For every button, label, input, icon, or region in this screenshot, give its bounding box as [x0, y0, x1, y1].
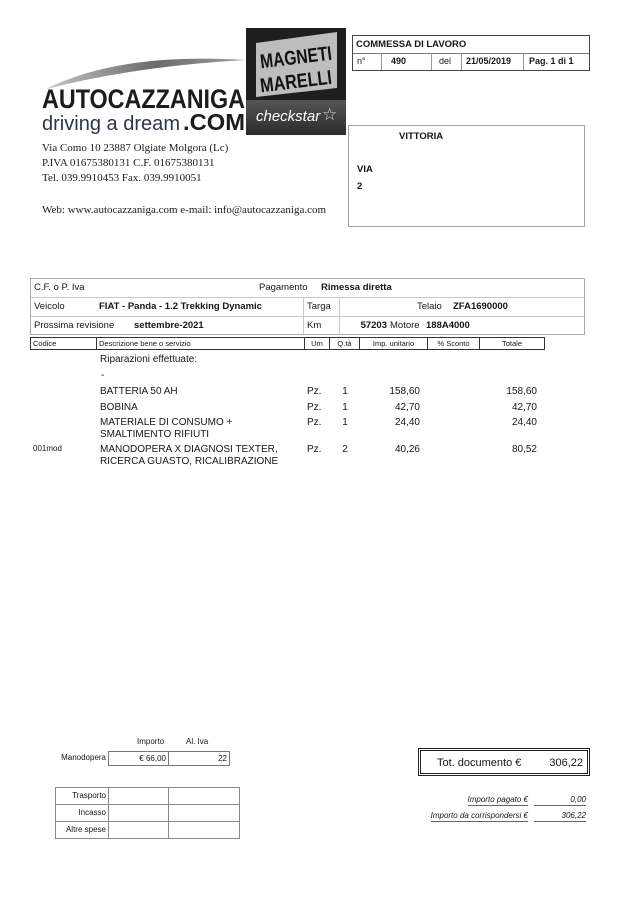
item-unit-price: 40,26 [394, 444, 420, 455]
extra-cost-vat-cell [168, 804, 240, 822]
items-intro: Riparazioni effettuate: [100, 354, 198, 365]
vehicle-box [30, 278, 585, 335]
commessa-number: 490 [391, 56, 407, 66]
customer-name: VITTORIA [399, 131, 444, 142]
vat-amount-cell [108, 751, 169, 766]
km-label: Km [307, 320, 322, 331]
item-total: 24,40 [511, 417, 537, 428]
extra-cost-value-cell [108, 804, 169, 822]
items-separator: - [101, 370, 105, 381]
plate-label: Targa [307, 301, 331, 312]
column-header-um: Um [305, 337, 330, 350]
checkstar-logo [246, 100, 346, 135]
address-line: Via Como 10 23887 Olgiate Molgora (Lc) [42, 142, 229, 154]
partner-logo-line2: MARELLI [258, 64, 350, 98]
total-document-value: 306,22 [549, 757, 583, 769]
table-row [0, 443, 640, 469]
item-um: Pz. [307, 386, 322, 397]
chassis-label: Telaio [417, 301, 442, 312]
item-um: Pz. [307, 417, 322, 428]
total-document-box [418, 748, 590, 776]
vehicle-value: FIAT - Panda - 1.2 Trekking Dynamic [99, 301, 262, 312]
extra-cost-vat-cell [168, 787, 240, 805]
item-qty: 2 [342, 444, 348, 455]
logo-suffix: .COM [183, 109, 245, 135]
item-unit-price: 24,40 [394, 417, 420, 428]
item-description: BOBINA [100, 402, 138, 413]
extra-cost-label-cell [55, 804, 109, 822]
extra-cost-vat-cell [168, 821, 240, 839]
chassis-value: ZFA1690000 [453, 301, 508, 312]
engine-value: 188A4000 [426, 320, 470, 331]
vat-row-rate: 22 [218, 754, 227, 763]
commessa-date: 21/05/2019 [466, 56, 512, 66]
column-header-qty: Q.tà [330, 337, 360, 350]
cell-divider [381, 53, 382, 70]
extra-cost-value-cell [108, 787, 169, 805]
customer-box [348, 125, 585, 227]
extra-cost-collection-label: Incasso [78, 808, 106, 817]
cell-divider [303, 297, 304, 334]
item-unit-price: 158,60 [389, 386, 420, 397]
paid-value: 0,00 [534, 795, 586, 806]
km-value: 57203 [360, 320, 387, 331]
revision-label: Prossima revisione [34, 320, 115, 331]
row-divider [31, 297, 584, 298]
customer-address-line1: VIA [357, 164, 373, 175]
item-code: 001mod [33, 444, 62, 453]
item-description: MANODOPERA X DIAGNOSI TEXTER, [100, 444, 278, 455]
star-icon: ☆ [322, 105, 338, 124]
table-row [0, 402, 640, 416]
commessa-title: COMMESSA DI LAVORO [356, 39, 467, 50]
commessa-page: Pag. 1 di 1 [529, 56, 574, 66]
item-total: 158,60 [506, 386, 537, 397]
item-description-continued: RICERCA GUASTO, RICALIBRAZIONE [100, 456, 279, 467]
row-divider [353, 53, 589, 54]
column-header-discount: % Sconto [428, 337, 480, 350]
payment-value: Rimessa diretta [321, 282, 392, 293]
payment-label: Pagamento [259, 282, 308, 293]
phone-line: Tel. 039.9910453 Fax. 039.9910051 [42, 172, 202, 184]
item-unit-price: 42,70 [394, 402, 420, 413]
item-total: 42,70 [511, 402, 537, 413]
vat-line: P.IVA 01675380131 C.F. 01675380131 [42, 157, 215, 169]
table-row [0, 417, 640, 443]
item-qty: 1 [342, 402, 348, 413]
vat-row-amount: € 66,00 [139, 754, 166, 763]
partner-logo-line1: MAGNETI [258, 40, 354, 74]
customer-address-line2: 2 [357, 181, 363, 192]
item-description: BATTERIA 50 AH [100, 386, 178, 397]
item-qty: 1 [342, 417, 348, 428]
cell-divider [461, 53, 462, 70]
column-header-total: Totale [480, 337, 545, 350]
column-header-description: Descrizione bene o servizio [97, 337, 305, 350]
item-qty: 1 [342, 386, 348, 397]
table-row [0, 386, 640, 400]
due-value: 306,22 [534, 811, 586, 822]
vat-rate-cell [168, 751, 230, 766]
paid-label: Importo pagato € [467, 795, 528, 804]
item-um: Pz. [307, 444, 322, 455]
magneti-marelli-logo [246, 28, 354, 100]
engine-label: Motore [390, 320, 420, 331]
vat-header-rate: Al. Iva [186, 737, 209, 746]
extra-cost-label-cell [55, 787, 109, 805]
commessa-box [352, 35, 590, 71]
items-table-header [30, 337, 545, 350]
extra-cost-label-cell [55, 821, 109, 839]
extra-cost-value-cell [108, 821, 169, 839]
vat-header-amount: Importo [137, 737, 165, 746]
extra-cost-other-label: Altre spese [65, 825, 106, 834]
item-um: Pz. [307, 402, 322, 413]
autocazzaniga-logo [40, 55, 250, 137]
column-header-unit-price: Imp. unitario [360, 337, 428, 350]
item-description-continued: SMALTIMENTO RIFIUTI [100, 429, 210, 440]
extra-cost-transport-label: Trasporto [72, 791, 106, 800]
commessa-date-label: del [439, 56, 452, 66]
row-divider [31, 316, 584, 317]
item-total: 80,52 [511, 444, 537, 455]
item-description: MATERIALE DI CONSUMO + [100, 417, 233, 428]
cf-label: C.F. o P. Iva [34, 282, 85, 293]
column-header-code: Codice [30, 337, 97, 350]
due-label: Importo da corrispondersi € [430, 811, 528, 820]
cell-divider [431, 53, 432, 70]
logo-brand: AUTOCAZZANIGA [42, 84, 245, 114]
cell-divider [523, 53, 524, 70]
total-document-label: Tot. documento € [437, 757, 522, 769]
web-line: Web: www.autocazzaniga.com e-mail: info@autocazzaniga.com [42, 204, 327, 216]
vat-row-label: Manodopera [61, 753, 106, 762]
commessa-number-label: n° [357, 56, 366, 66]
cell-divider [339, 297, 340, 334]
logo-tagline: driving a dream [42, 113, 180, 135]
checkstar-text: checkstar [256, 108, 321, 125]
vehicle-label: Veicolo [34, 301, 65, 312]
revision-value: settembre-2021 [134, 320, 204, 331]
